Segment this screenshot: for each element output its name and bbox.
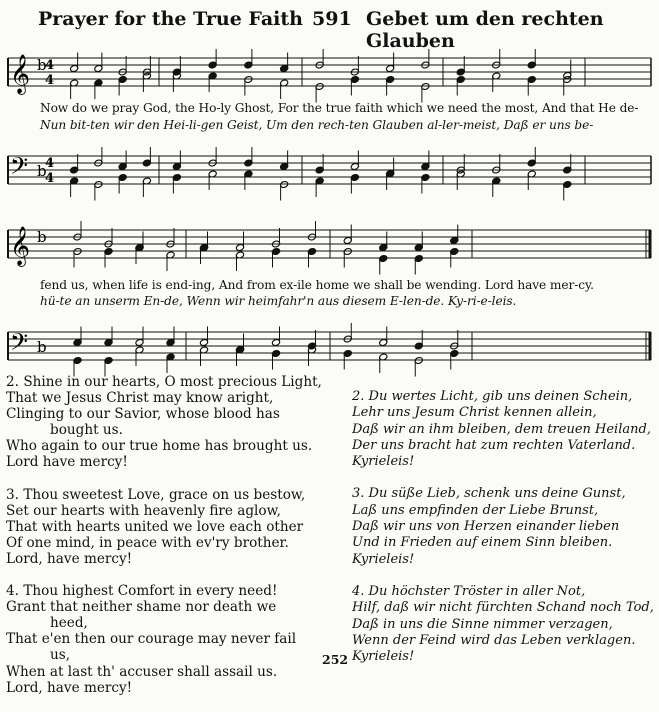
hymn-number: 591 xyxy=(312,8,352,30)
verse-line: bought us. xyxy=(50,422,123,439)
verse-line: Clinging to our Savior, whose blood has xyxy=(6,406,280,423)
verse-line: That with hearts united we love each other xyxy=(6,518,304,535)
verse-line: Set our hearts with heavenly fire aglow, xyxy=(6,502,281,519)
time-signature-bottom: 4 xyxy=(45,73,55,88)
hymn-header xyxy=(0,8,659,52)
verse-line: Kyrieleis! xyxy=(352,551,415,567)
verse-line: Lehr uns Jesum Christ kennen allein, xyxy=(352,405,597,421)
verse-line: Lord have mercy! xyxy=(6,454,128,471)
verses-german xyxy=(352,389,657,681)
key-signature-flat: b xyxy=(37,56,47,74)
treble-clef-icon: 𝄞 xyxy=(10,226,31,266)
lyrics-german-1: Nun bit-ten wir den Hei-li-gen Geist, Um den rech-ten Glauben al-ler-meist, Daß er uns be- xyxy=(40,118,594,132)
verse-line: That we Jesus Christ may know aright, xyxy=(6,390,274,407)
verse-en-3 xyxy=(6,487,336,567)
lyrics-german-2: hü-te an unserm En-de, Wenn wir heimfahr'n aus diesem E-len-de. Ky-ri-e-leis. xyxy=(40,294,517,308)
verse-line: Wenn der Feind wird das Leben verklagen. xyxy=(352,632,636,648)
verse-number: 4. xyxy=(352,583,365,599)
verse-line: Daß wir an ihm bleiben, dem treuen Heiland, xyxy=(352,421,651,437)
verse-line: Shine in our hearts, O most precious Light, xyxy=(23,374,322,390)
title-english: Prayer for the True Faith xyxy=(38,8,303,30)
title-german: Gebet um den rechten Glauben xyxy=(366,8,604,52)
verse-line: When at last th' accuser shall assail us. xyxy=(6,663,278,680)
verse-de-3 xyxy=(352,486,657,567)
verse-line: Grant that neither shame nor death we xyxy=(6,599,277,616)
verse-line: heed, xyxy=(50,615,88,632)
verse-de-2 xyxy=(352,389,657,470)
verse-line: Thou highest Comfort in every need! xyxy=(23,583,278,600)
verse-line: Kyrieleis! xyxy=(352,649,415,665)
key-signature-flat: b xyxy=(37,338,47,356)
verse-de-4 xyxy=(352,584,657,665)
bass-clef-icon: 𝄢 xyxy=(10,328,29,361)
verses-english xyxy=(6,374,336,712)
verse-line: Who again to our true home has brought us. xyxy=(6,438,313,455)
key-signature-flat: b xyxy=(37,228,47,246)
verse-en-4 xyxy=(6,583,336,696)
verse-number: 2. xyxy=(352,389,365,404)
verse-number: 3. xyxy=(6,486,19,503)
verse-line: us, xyxy=(50,647,71,664)
verse-line: Of one mind, in peace with ev'ry brother. xyxy=(6,534,289,551)
time-signature-bottom: 4 xyxy=(45,171,55,186)
verse-line: Lord, have mercy! xyxy=(6,550,133,567)
lyrics-english-2: fend us, when life is end-ing, And from ex-ile home we shall be wending. Lord have mer-cy. xyxy=(40,278,594,292)
bass-staff-1 xyxy=(0,134,659,214)
verse-line: Du süße Lieb, schenk uns deine Gunst, xyxy=(368,486,626,502)
verse-number: 3. xyxy=(352,486,365,502)
verse-line: Du höchster Tröster in aller Not, xyxy=(368,583,586,599)
verse-line: Lord, have mercy! xyxy=(6,679,133,696)
verse-number: 2. xyxy=(6,374,19,390)
verse-line: Daß wir uns von Herzen einander lieben xyxy=(352,519,620,535)
key-signature-flat: b xyxy=(37,162,47,180)
verse-line: Kyrieleis! xyxy=(352,454,415,470)
verse-line: Laß uns empfinden der Liebe Brunst, xyxy=(352,502,599,518)
time-signature-top: 4 xyxy=(45,156,55,171)
lyrics-english-1: Now do we pray God, the Ho-ly Ghost, For the true faith which we need the most, And that He de- xyxy=(40,101,639,115)
bass-staff-2 xyxy=(0,308,659,378)
verse-number: 4. xyxy=(6,583,19,600)
bass-clef-icon: 𝄢 xyxy=(10,152,29,185)
verse-line: That e'en then our courage may never fail xyxy=(6,631,297,648)
verse-line: Der uns bracht hat zum rechten Vaterland. xyxy=(352,437,636,453)
verse-line: Hilf, daß wir nicht fürchten Schand noch Tod, xyxy=(352,600,654,616)
verse-line: Daß in uns die Sinne nimmer verzagen, xyxy=(352,616,613,632)
verse-line: Und in Frieden auf einem Sinn bleiben. xyxy=(352,535,613,551)
verse-line: Thou sweetest Love, grace on us bestow, xyxy=(23,486,306,503)
time-signature-top: 4 xyxy=(45,58,55,73)
page-number: 252 xyxy=(322,652,349,667)
verse-en-2 xyxy=(6,374,336,471)
treble-clef-icon: 𝄞 xyxy=(10,54,31,94)
verse-line: Du wertes Licht, gib uns deinen Schein, xyxy=(368,389,633,404)
